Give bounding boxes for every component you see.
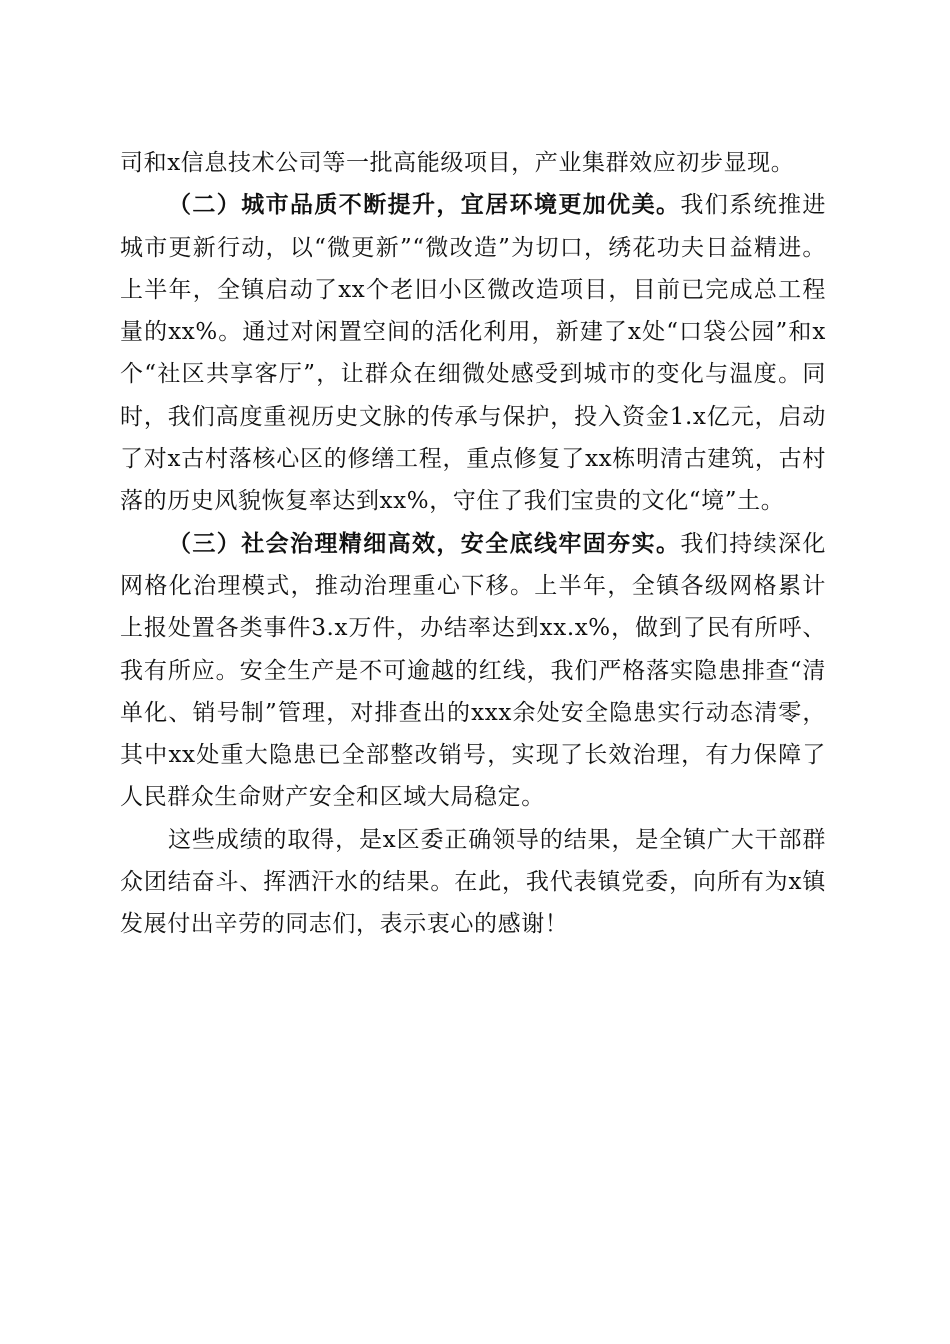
section-heading-social-governance: （三）社会治理精细高效，安全底线牢固夯实。: [168, 529, 681, 557]
document-body: [120, 142, 826, 946]
paragraph-continuation: [120, 142, 826, 184]
paragraph-text: 我们持续深化网格化治理模式，推动治理重心下移。上半年，全镇各级网格累计上报处置各类事件3.x万件，办结率达到xx.x%，做到了民有所呼、我有所应。安全生产是不可逾越的红线，我们严格落实隐患排查“清单化、销号制”管理，对排查出的xxx余处安全隐患实行动态清零，其中xx处重大隐患已全部整改销号，实现了长效治理，有力保障了人民群众生命财产安全和区域大局稳定。: [120, 530, 826, 811]
paragraph-text: 这些成绩的取得，是x区委正确领导的结果，是全镇广大干部群众团结奋斗、挥洒汗水的结果。在此，我代表镇党委，向所有为x镇发展付出辛劳的同志们，表示衷心的感谢！: [120, 826, 826, 938]
paragraph-text: 我们系统推进城市更新行动，以“微更新”“微改造”为切口，绣花功夫日益精进。上半年，全镇启动了xx个老旧小区微改造项目，目前已完成总工程量的xx%。通过对闲置空间的活化利用，新建了x处“口袋公园”和x个“社区共享客厅”，让群众在细微处感受到城市的变化与温度。同时，我们高度重视历史文脉的传承与保护，投入资金1.x亿元，启动了对x古村落核心区的修缮工程，重点修复了xx栋明清古建筑，古村落的历史风貌恢复率达到xx%，守住了我们宝贵的文化“境”土。: [120, 192, 826, 515]
paragraph-social-governance: [120, 523, 826, 819]
paragraph-text: 司和x信息技术公司等一批高能级项目，产业集群效应初步显现。: [120, 150, 795, 176]
paragraph-acknowledgement: [120, 819, 826, 946]
section-heading-urban-quality: （二）城市品质不断提升，宜居环境更加优美。: [168, 191, 681, 219]
paragraph-urban-quality: [120, 184, 826, 522]
